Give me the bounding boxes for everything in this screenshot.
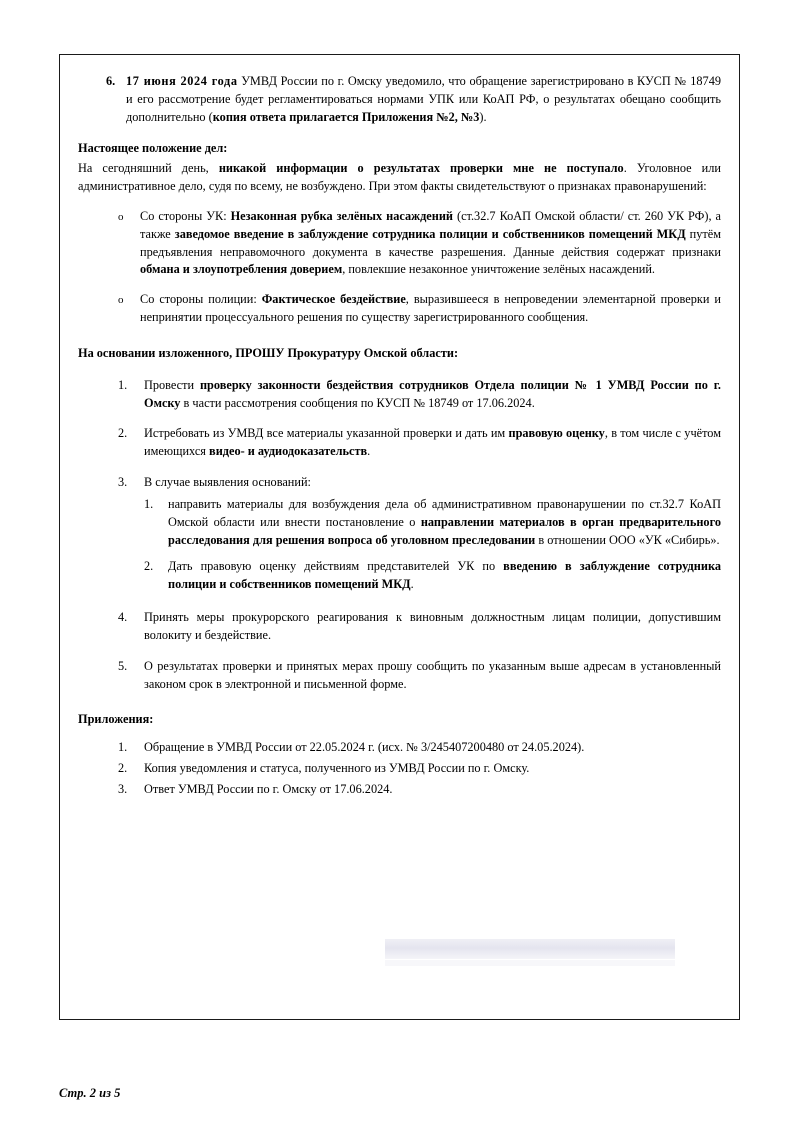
list-marker: 1.: [144, 496, 154, 511]
list-item-text: [126, 73, 721, 126]
list-marker: 2.: [118, 426, 128, 441]
list-marker: 6.: [106, 74, 116, 88]
request-item-4: [78, 609, 721, 645]
scan-artifact-band: [385, 939, 675, 959]
viol0-mid1: (ст.32.7 КоАП Омской области/ ст. 260 УК РФ), а также: [140, 208, 721, 241]
req2-part-a: В случае выявления оснований:: [144, 475, 311, 490]
item6-text-part1: УМВД России по г. Омску уведомило, что обращение зарегистрировано в КУСП № 18749 и его рассмотрение будет регламентироваться нормами УПК или КоАП РФ, о результатах обещано сообщить дополнительно (: [126, 74, 721, 124]
current-state-text-a: На сегодняшний день,: [78, 161, 219, 176]
request-item-2: [78, 425, 721, 461]
request-item-text: О результатах проверки и принятых мерах прошу сообщить по указанным выше адресам в установленный законом срок в электронной и письменной форме.: [144, 658, 721, 691]
section-heading-attachments: Приложения:: [78, 712, 154, 727]
attachments-list: [78, 739, 721, 798]
viol0-bold1: Незаконная рубка зелёных насаждений: [230, 208, 453, 223]
viol1-bold1: Фактическое бездействие: [261, 292, 406, 307]
bullet-marker: o: [118, 294, 124, 307]
request-item-text: [144, 425, 721, 461]
violations-item-text: [140, 208, 721, 279]
viol0-lead: Со стороны УК:: [140, 208, 231, 223]
viol1-lead: Со стороны полиции:: [140, 292, 262, 307]
sub1-part-a: Дать правовую оценку действиям представителей УК по: [168, 559, 504, 574]
bullet-marker: o: [118, 210, 124, 223]
current-state-text-b: . Уголовное или административное дело, судя по всему, не возбуждено. При этом факты свидетельствуют о признаках правонарушений:: [78, 161, 721, 194]
req0-part-b: в части рассмотрения сообщения по КУСП № 18749 от 17.06.2024.: [180, 395, 535, 410]
list-marker: 5.: [118, 658, 128, 673]
sub1-part-b: .: [410, 577, 414, 592]
item6-lead-bold: 17 июня 2024 года: [126, 74, 238, 88]
violations-list: [78, 208, 721, 327]
violations-item-police: [78, 291, 721, 327]
item6-bold-tail: копия ответа прилагается Приложения №2, №3: [212, 109, 480, 124]
attachment-item-text: Ответ УМВД России по г. Омску от 17.06.2024.: [144, 781, 393, 796]
requests-list: [78, 377, 721, 694]
sub0-part-b: в отношении ООО «УК «Сибирь».: [535, 532, 720, 547]
section-heading-request: На основании изложенного, ПРОШУ Прокуратуру Омской области:: [78, 345, 459, 360]
request-item-text: [144, 474, 721, 594]
req1-bold-a: правовую оценку: [508, 426, 605, 441]
viol0-bold2: заведомое введение в заблуждение сотрудника полиции и собственников помещений МКД: [174, 226, 686, 241]
list-marker: 2.: [118, 761, 128, 776]
document-content: [78, 67, 721, 799]
request-item-5: [78, 658, 721, 694]
request-item-3: [78, 474, 721, 594]
req1-part-a: Истребовать из УМВД все материалы указанной проверки и дать им: [144, 426, 509, 441]
req1-part-c: .: [367, 444, 371, 459]
sub0-part-a: направить материалы для возбуждения дела об административном правонарушении по ст.32.7 КоАП Омской области или внести постановление о: [168, 496, 721, 529]
list-marker: 4.: [118, 610, 128, 625]
req0-part-a: Провести: [144, 377, 200, 392]
section-heading-current-state: Настоящее положение дел:: [78, 141, 228, 156]
current-state-bold: никакой информации о результатах проверки мне не поступало: [218, 161, 624, 176]
violations-item-uk: [78, 208, 721, 279]
viol1-mid1: , выразившееся в непроведении элементарной проверки и непринятии процессуального решения по существу зарегистрированного сообщения.: [140, 292, 722, 325]
request-3-sublist: [104, 496, 721, 594]
attachment-item-3: [78, 781, 721, 799]
document-body-frame: [59, 54, 740, 1020]
list-item-6: [78, 73, 721, 126]
current-state-paragraph: [78, 160, 721, 196]
list-marker: 3.: [118, 475, 128, 490]
request-item-text: Принять меры прокурорского реагирования к виновным должностным лицам полиции, допустившим волокиту и бездействие.: [144, 610, 721, 642]
violations-item-text: [140, 291, 721, 327]
request-3-sub-item-1: [104, 496, 721, 549]
list-marker: 3.: [118, 781, 128, 796]
attachment-item-text: Обращение в УМВД России от 22.05.2024 г. (исх. № 3/245407200480 от 24.05.2024).: [144, 740, 585, 755]
attachment-item-text: Копия уведомления и статуса, полученного из УМВД России по г. Омску.: [144, 761, 530, 776]
req0-bold-a: проверку законности бездействия сотрудников Отдела полиции № 1 УМВД России по г. Омску: [144, 377, 721, 410]
list-marker: 2.: [144, 559, 154, 574]
sub1-bold-a: введению в заблуждение сотрудника полиции и собственников помещений МКД: [168, 559, 721, 592]
req1-bold-b: видео- и аудиодоказательств: [209, 444, 368, 459]
viol0-mid2: путём предъявления неправомочного документа в качестве разрешения. Данные действия содержат признаки: [140, 226, 721, 259]
list-marker: 1.: [118, 377, 128, 392]
sub0-bold-a: направлении материалов в орган предварительного расследования для решения вопроса об уголовном преследовании: [168, 514, 722, 547]
viol0-bold3: обмана и злоупотребления доверием: [140, 262, 343, 277]
item6-text-part2: ).: [479, 109, 487, 124]
request-item-1: [78, 377, 721, 413]
attachment-item-1: [78, 739, 721, 757]
attachment-item-2: [78, 760, 721, 778]
page-footer-label: Стр. 2 из 5: [59, 1086, 121, 1100]
viol0-tail: , повлекшие незаконное уничтожение зелёных насаждений.: [342, 262, 656, 277]
request-item-text: [144, 377, 721, 413]
scan-artifact-band-lower: [385, 960, 675, 966]
request-3-sub-item-text: [168, 496, 721, 549]
request-3-sub-item-2: [104, 558, 721, 594]
list-marker: 1.: [118, 740, 128, 755]
request-3-sub-item-text: [168, 558, 721, 594]
req1-part-b: , в том числе с учётом имеющихся: [144, 426, 721, 459]
